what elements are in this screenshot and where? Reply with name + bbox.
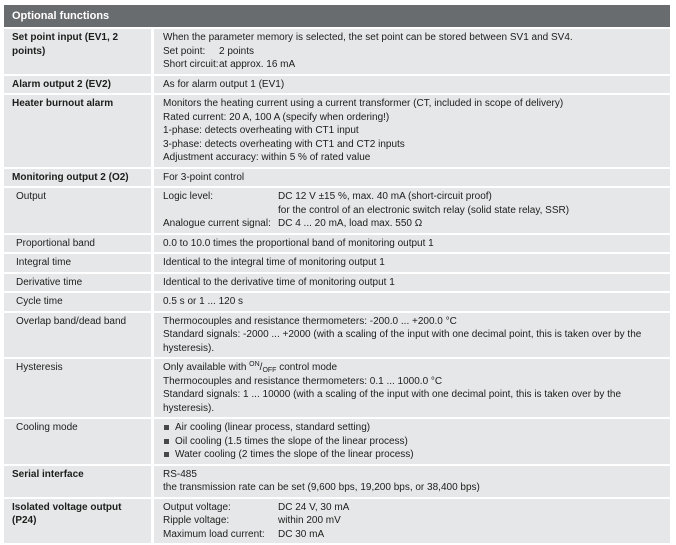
onoff-separator: / bbox=[259, 362, 263, 373]
row-cooling-mode bbox=[4, 419, 670, 464]
row-label: Hysteresis bbox=[4, 359, 151, 417]
spec-line: 0.0 to 10.0 times the proportional band of monitoring output 1 bbox=[163, 237, 434, 249]
row-cycle-time bbox=[4, 293, 670, 311]
row-content bbox=[154, 293, 670, 311]
spec-line: For 3-point control bbox=[163, 171, 245, 183]
spec-value: for the control of an electronic switch relay (solid state relay, SSR) bbox=[278, 204, 570, 216]
spec-value: 2 points bbox=[219, 45, 255, 57]
onoff-line bbox=[163, 361, 662, 375]
row-output bbox=[4, 188, 670, 233]
spec-line: Thermocouples and resistance thermometers: 0.1 ... 1000.0 °C bbox=[163, 375, 443, 387]
row-content bbox=[154, 274, 670, 292]
row-isolated-voltage-output bbox=[4, 499, 670, 544]
spec-line: the transmission rate can be set (9,600 bps, 19,200 bps, or 38,400 bps) bbox=[163, 482, 480, 493]
table-title: Optional functions bbox=[12, 10, 110, 22]
bullet-text: Water cooling (2 times the slope of the linear process) bbox=[175, 449, 414, 460]
onoff-sub: OFF bbox=[262, 367, 277, 374]
spec-key: Short circuit: bbox=[163, 59, 219, 70]
row-content bbox=[154, 188, 670, 233]
spec-value: DC 12 V ±15 %, max. 40 mA (short-circuit proof) bbox=[278, 191, 492, 202]
spec-line: 1-phase: detects overheating with CT1 input bbox=[163, 125, 359, 136]
row-content bbox=[154, 419, 670, 464]
row-content bbox=[154, 359, 670, 417]
spec-pair bbox=[163, 58, 662, 72]
bullet-square-icon bbox=[164, 439, 169, 444]
spec-line: Standard signals: 1 ... 10000 (with a scaling of the input with one decimal point, this is taken over by the hysteresis). bbox=[163, 389, 622, 414]
row-label: Alarm output 2 (EV2) bbox=[4, 76, 151, 94]
spec-pair bbox=[163, 514, 662, 528]
spec-value: DC 4 ... 20 mA, load max. 550 Ω bbox=[278, 218, 423, 229]
row-content bbox=[154, 254, 670, 272]
spec-key: Ripple voltage: bbox=[163, 515, 230, 526]
spec-value: within 200 mV bbox=[278, 515, 341, 526]
spec-key: Logic level: bbox=[163, 191, 214, 202]
row-label: Isolated voltage output (P24) bbox=[4, 499, 151, 544]
row-label: Heater burnout alarm bbox=[4, 95, 151, 167]
spec-line: 0.5 s or 1 ... 120 s bbox=[163, 296, 244, 307]
row-monitoring-output-2 bbox=[4, 169, 670, 187]
row-label: Proportional band bbox=[4, 235, 151, 253]
row-content bbox=[154, 466, 670, 497]
optional-functions-table bbox=[4, 5, 670, 543]
bullet-item bbox=[163, 435, 662, 449]
spec-value: DC 24 V, 30 mA bbox=[278, 501, 350, 513]
row-label: Monitoring output 2 (O2) bbox=[4, 169, 151, 187]
spec-key bbox=[163, 204, 278, 218]
spec-value: DC 30 mA bbox=[278, 528, 325, 540]
onoff-sup: ON bbox=[249, 361, 260, 368]
spec-key: Analogue current signal: bbox=[163, 218, 271, 229]
spec-line: Standard signals: -2000 ... +2000 (with a scaling of the input with one decimal point, this is taken over by the hysteresis). bbox=[163, 329, 642, 354]
spec-pair bbox=[163, 528, 662, 542]
table-header bbox=[4, 5, 670, 27]
spec-line: Identical to the integral time of monitoring output 1 bbox=[163, 257, 385, 268]
row-label: Cycle time bbox=[4, 293, 151, 311]
spec-pair bbox=[163, 501, 662, 515]
bullet-text: Air cooling (linear process, standard setting) bbox=[175, 422, 371, 433]
row-proportional-band bbox=[4, 235, 670, 253]
row-integral-time bbox=[4, 254, 670, 272]
row-content bbox=[154, 499, 670, 544]
row-content bbox=[154, 169, 670, 187]
row-content bbox=[154, 313, 670, 358]
row-content bbox=[154, 235, 670, 253]
spec-key: Output voltage: bbox=[163, 501, 231, 513]
row-alarm-output-2 bbox=[4, 76, 670, 94]
row-content bbox=[154, 95, 670, 167]
row-label: Serial interface bbox=[4, 466, 151, 497]
bullet-text: Oil cooling (1.5 times the slope of the linear process) bbox=[175, 435, 408, 447]
bullet-item bbox=[163, 421, 662, 435]
row-label: Set point input (EV1, 2 points) bbox=[4, 29, 151, 74]
spec-pair bbox=[163, 204, 662, 218]
row-serial-interface bbox=[4, 466, 670, 497]
spec-key: Set point: bbox=[163, 45, 206, 57]
spec-line: Adjustment accuracy: within 5 % of rated value bbox=[163, 152, 371, 163]
row-label: Derivative time bbox=[4, 274, 151, 292]
spec-key: Maximum load current: bbox=[163, 528, 265, 540]
bullet-square-icon bbox=[164, 452, 169, 457]
bullet-item bbox=[163, 448, 662, 462]
spec-line: Identical to the derivative time of monitoring output 1 bbox=[163, 276, 395, 288]
bullet-square-icon bbox=[164, 425, 169, 430]
spec-pair bbox=[163, 217, 662, 231]
spec-line: Rated current: 20 A, 100 A (specify when ordering!) bbox=[163, 111, 390, 123]
row-label: Output bbox=[4, 188, 151, 233]
spec-pair bbox=[163, 45, 662, 59]
row-overlap-band bbox=[4, 313, 670, 358]
onoff-prefix: Only available with bbox=[163, 362, 250, 373]
spec-line: As for alarm output 1 (EV1) bbox=[163, 78, 285, 90]
row-derivative-time bbox=[4, 274, 670, 292]
spec-line: Monitors the heating current using a current transformer (CT, included in scope of delivery) bbox=[163, 98, 564, 109]
row-set-point-input bbox=[4, 29, 670, 74]
spec-line: RS-485 bbox=[163, 468, 197, 480]
onoff-suffix: control mode bbox=[276, 362, 338, 373]
row-content bbox=[154, 76, 670, 94]
spec-value: at approx. 16 mA bbox=[219, 59, 296, 70]
row-label: Overlap band/dead band bbox=[4, 313, 151, 358]
spec-line: 3-phase: detects overheating with CT1 and CT2 inputs bbox=[163, 138, 405, 150]
spec-line: Thermocouples and resistance thermometers: -200.0 ... +200.0 °C bbox=[163, 315, 457, 327]
row-label: Integral time bbox=[4, 254, 151, 272]
row-content bbox=[154, 29, 670, 74]
spec-pair bbox=[163, 190, 662, 204]
row-label: Cooling mode bbox=[4, 419, 151, 464]
row-hysteresis bbox=[4, 359, 670, 417]
intro-line: When the parameter memory is selected, the set point can be stored between SV1 and SV4. bbox=[163, 32, 573, 43]
row-heater-burnout-alarm bbox=[4, 95, 670, 167]
